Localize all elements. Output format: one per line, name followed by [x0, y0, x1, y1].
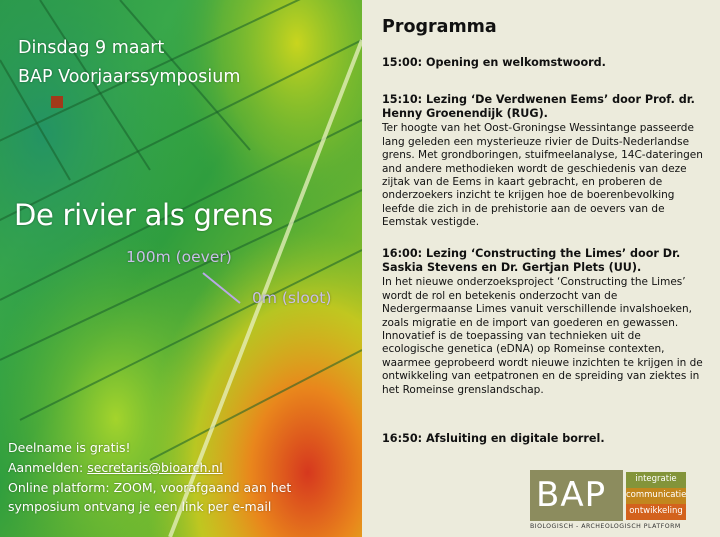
- logo-subtitle: BIOLOGISCH - ARCHEOLOGISCH PLATFORM: [530, 523, 681, 530]
- program-title: Programma: [382, 17, 497, 37]
- info-register-label: Aanmelden:: [8, 460, 88, 475]
- program-item-heading: 16:50: Afsluiting en digitale borrel.: [382, 432, 605, 445]
- info-free-participation: Deelname is gratis!: [8, 440, 131, 455]
- program-panel: [362, 0, 720, 537]
- logo-tag-development: ontwikkeling: [626, 504, 686, 520]
- info-online-line-1: Online platform: ZOOM, voorafgaand aan het: [8, 480, 292, 495]
- event-name: BAP Voorjaarssymposium: [18, 67, 241, 87]
- logo-tag-integration: integratie: [626, 472, 686, 488]
- label-bank-100m: 100m (oever): [126, 248, 232, 266]
- event-date: Dinsdag 9 maart: [18, 38, 165, 58]
- map-title: De rivier als grens: [14, 198, 274, 232]
- email-link[interactable]: secretaris@bioarch.nl: [87, 460, 223, 475]
- program-item-heading: 15:00: Opening en welkomstwoord.: [382, 56, 606, 69]
- program-item-heading: 16:00: Lezing ‘Constructing the Limes’ door Dr. Saskia Stevens en Dr. Gertjan Plets (UU).: [382, 247, 681, 275]
- program-item-description: Ter hoogte van het Oost-Groningse Wessintange passeerde lang geleden een mysterieuze rivier de Duits-Nederlandse grens. Met grondboringen, stuifmeelanalyse, 14C-dateringen and andere methodieken wordt de geschiedenis van deze zijtak van de Eems in kaart gebracht, en proberen de onderzoekers inzicht te krijgen hoe de boerenbevolking leefde die zich in de prehistorie aan de oevers van de Eemstak vestigde.: [382, 122, 703, 229]
- program-item-opening: [382, 56, 704, 70]
- program-item-lecture-limes: [382, 247, 704, 397]
- program-item-heading: 15:10: Lezing ‘De Verdwenen Eems’ door Prof. dr. Henny Groenendijk (RUG).: [382, 93, 695, 121]
- label-ditch-0m: 0m (sloot): [252, 289, 332, 307]
- info-online-line-2: symposium ontvang je een link per e-mail: [8, 499, 272, 514]
- program-item-lecture-eems: [382, 93, 704, 230]
- program-item-description: In het nieuwe onderzoeksproject ‘Constructing the Limes’ wordt de rol en betekenis onderzocht van de Nedergermaanse Limes vanuit verschillende invalshoeken, zoals migratie en de import van goederen en gewassen. Innovatief is de toepassing van technieken uit de ecologische genetica (eDNA) op Romeinse contexten, waarmee geprobeerd wordt nieuwe inzichten te krijgen in de ontwikkeling van eetpatronen en de spreiding van ziektes in het Romeinse grenslandschap.: [382, 276, 703, 396]
- logo-wordmark: BAP: [530, 470, 623, 521]
- program-item-closing: [382, 432, 704, 446]
- bap-logo: [530, 470, 690, 532]
- info-register: [8, 460, 223, 475]
- logo-tag-communication: communicatie: [626, 488, 686, 504]
